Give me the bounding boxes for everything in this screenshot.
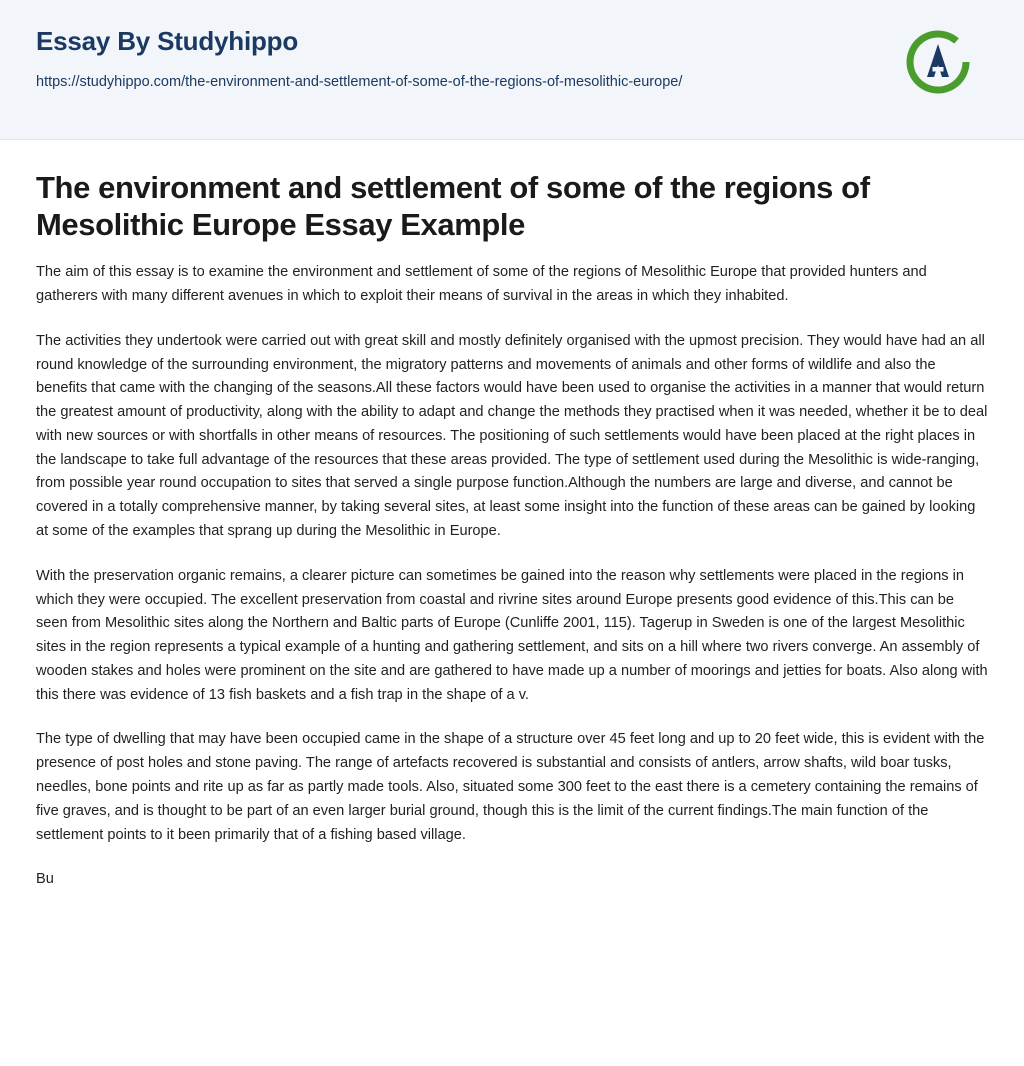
page-title: The environment and settlement of some of the regions of Mesolithic Europe Essay Example	[36, 170, 870, 242]
site-brand-title: Essay By Studyhippo	[36, 26, 299, 56]
article-body	[0, 140, 1024, 932]
source-url-link[interactable]: https://studyhippo.com/the-environment-and-settlement-of-some-of-the-regions-of-mesolithic-europe/	[36, 74, 683, 91]
article-paragraph: With the preservation organic remains, a clearer picture can sometimes be gained into the reason why settlements were placed in the regions in which they were occupied. The excellent preservation from coastal and rivrine sites around Europe presents good evidence of this.This can be seen from Mesolithic sites along the Northern and Baltic parts of Europe (Cunliffe 2001, 115). Tagerup in Sweden is one of the largest Mesolithic sites in the region represents a typical example of a hunting and gathering settlement, and sits on a hill where two rivers converge. An assembly of wooden stakes and holes were prominent on the site and are gathered to have made up a number of moorings and jetties for boats. Also along with this there was evidence of 13 fish baskets and a fish trap in the shape of a v.	[36, 567, 988, 703]
article-paragraph: The type of dwelling that may have been occupied came in the shape of a structure over 45 feet long and up to 20 feet wide, this is evident with the presence of post holes and stone paving. The range of artefacts recovered is substantial and consists of antlers, arrow shafts, wild boar tusks, needles, bone points and rite up as far as partly made tools. Also, situated some 300 feet to the east there is a cemetery containing the remains of five graves, and is thought to be part of an even larger burial ground, though this is the limit of the current findings.The main function of the settlement points to it been primarily that of a fishing based village.	[36, 731, 985, 843]
studyhippo-a-logo-icon	[900, 24, 976, 100]
article-paragraph: The activities they undertook were carried out with great skill and mostly definitely organised with the upmost precision. They would have had an all round knowledge of the surrounding environment, the migratory patterns and movements of animals and other forms of wildlife and also the benefits that came with the changing of the seasons.All these factors would have been used to organise the activities in a manner that would return the greatest amount of productivity, along with the ability to adapt and change the methods they practised when it was needed, whether it be to deal with new sources or with shortfalls in other means of resources. The positioning of such settlements would have been placed at the right places in the landscape to take full advantage of the resources that these areas provided. The type of settlement used during the Mesolithic is wide-ranging, from possible year round occupation to sites that served a single purpose function.Although the numbers are large and diverse, and cannot be covered in a totally comprehensive manner, by taking several sites, at least some insight into the function of these areas can be gained by looking at some of the examples that sprang up during the Mesolithic in Europe.	[36, 332, 988, 539]
article-paragraph-truncated: Bu	[36, 871, 54, 888]
page-header	[0, 0, 1024, 140]
article-paragraph: The aim of this essay is to examine the environment and settlement of some of the regions of Mesolithic Europe that provided hunters and gatherers with many different avenues in which to exploit their means of survival in the areas in which they inhabited.	[36, 264, 927, 304]
